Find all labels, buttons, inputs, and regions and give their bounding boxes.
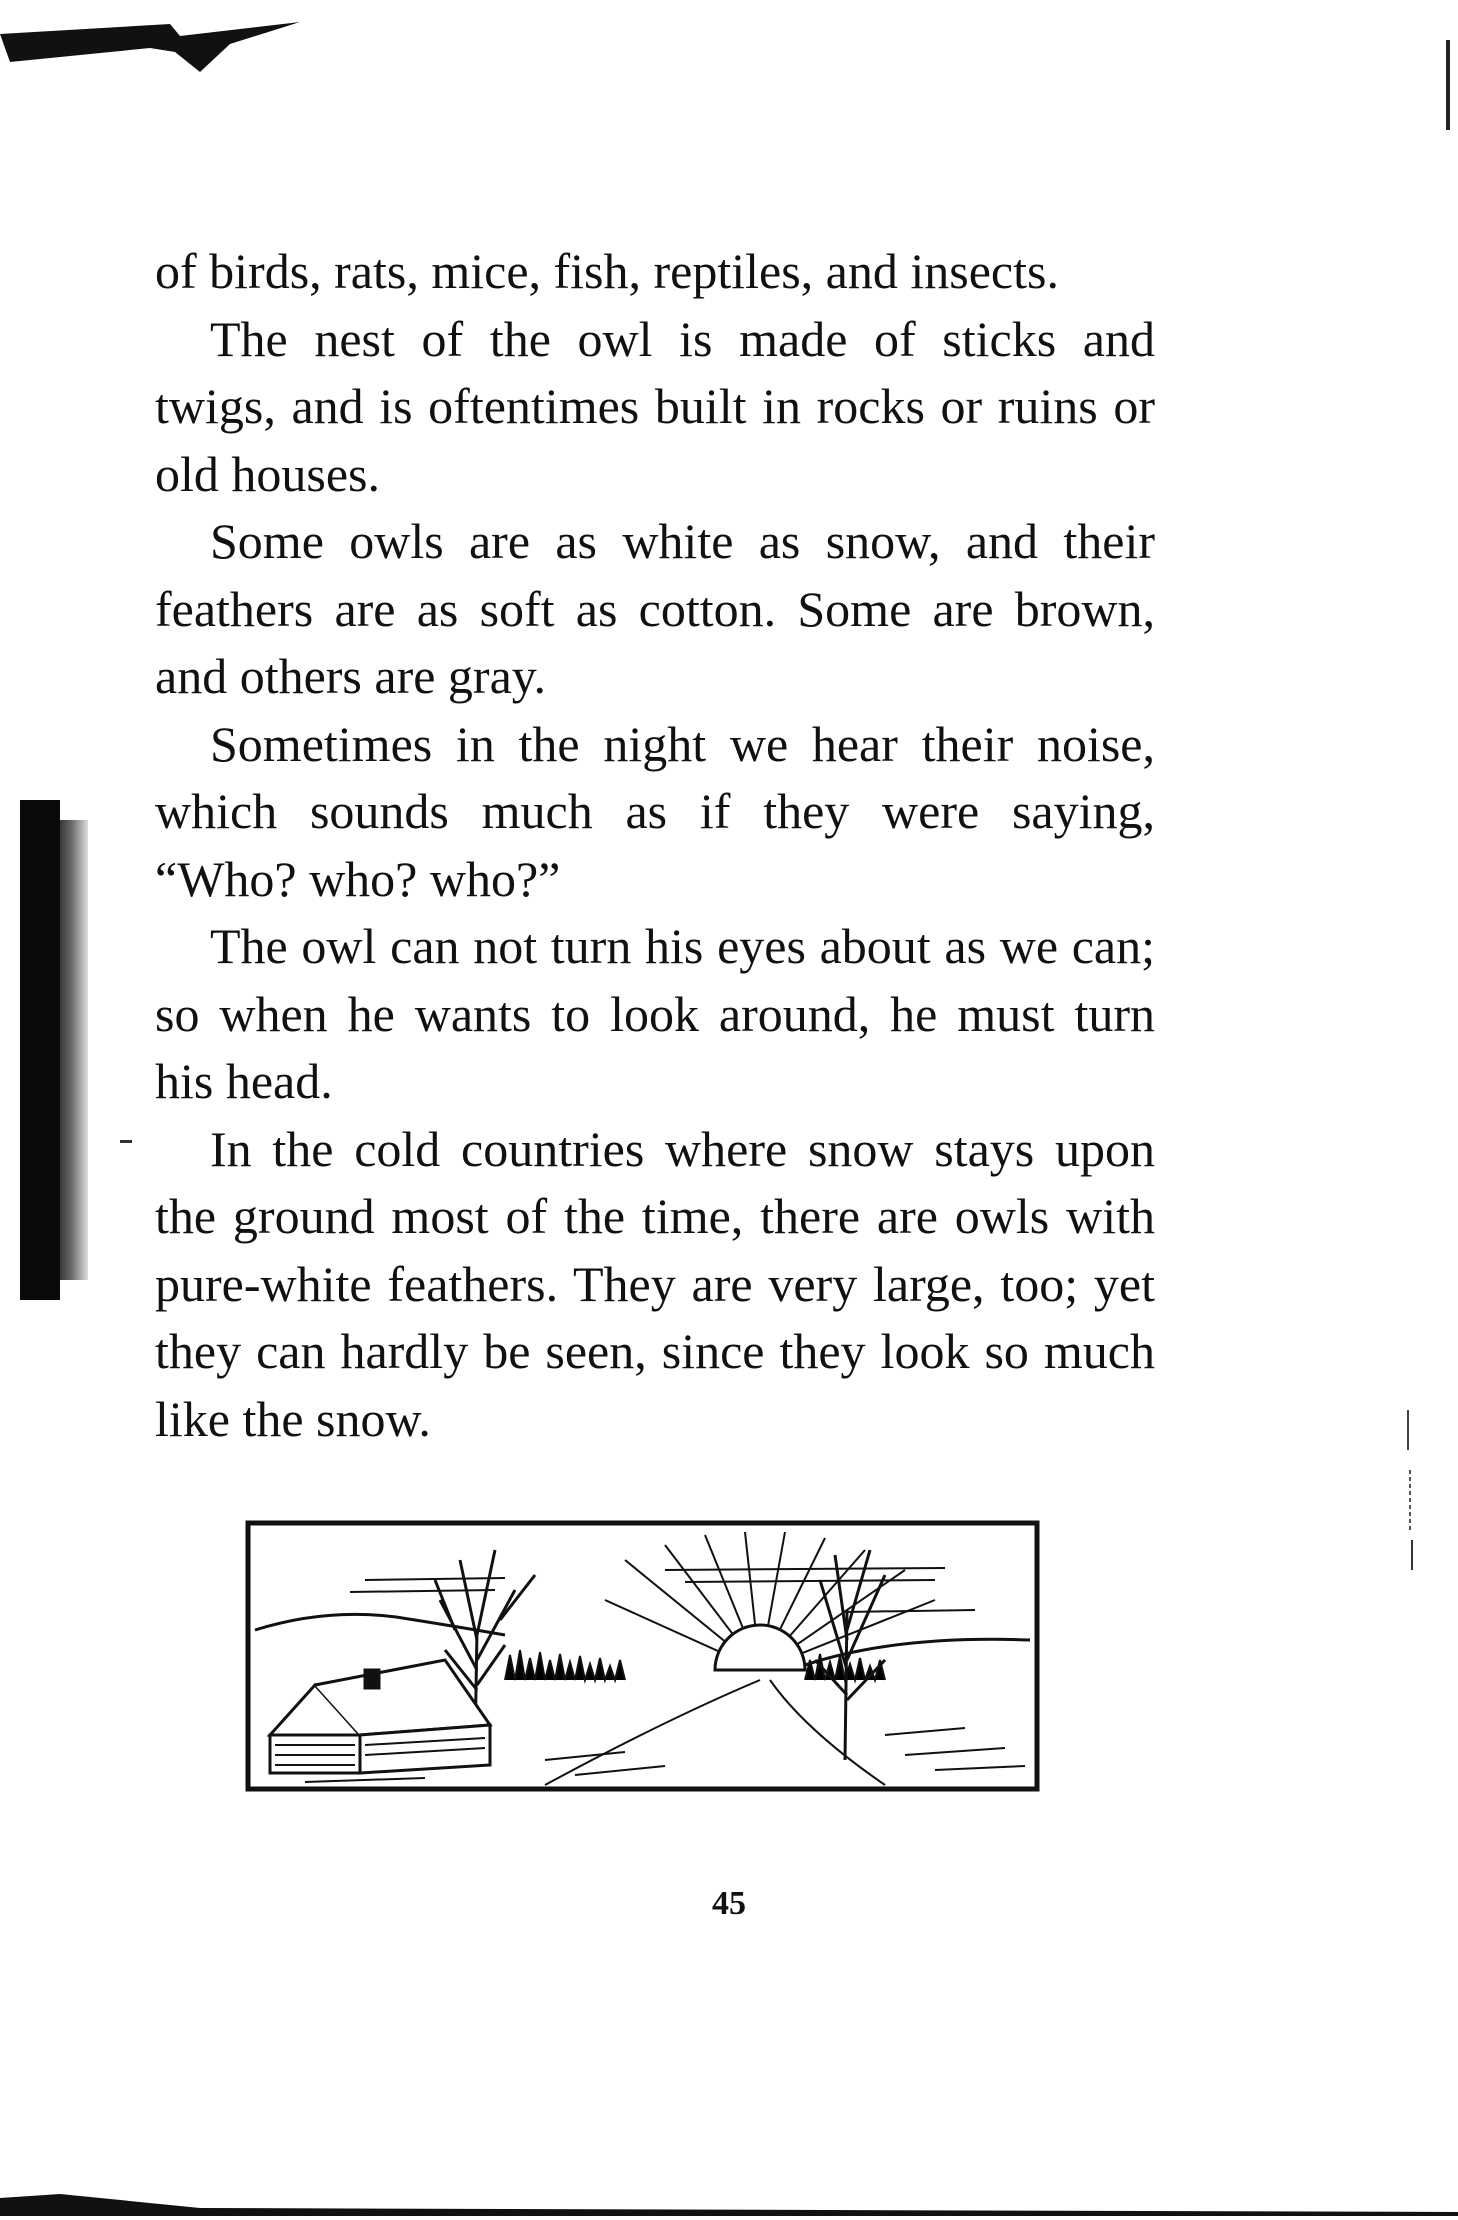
scan-mark-top [0, 22, 320, 82]
scan-mark-bottom [0, 2190, 1458, 2220]
paragraph: The owl can not turn his eyes about as we can; so when he wants to look around, he must turn his head. [155, 918, 1155, 1109]
page-body [155, 238, 1155, 1453]
paragraph: of birds, rats, mice, fish, reptiles, and insects. [155, 243, 1059, 299]
winter-landscape-illustration [245, 1520, 1040, 1792]
paragraph: Sometimes in the night we hear their noise, which sounds much as if they were saying, “Who? who? who?” [155, 715, 1155, 907]
paragraph: The nest of the owl is made of sticks and twigs, and is oftentimes built in rocks or ruins or old houses. [155, 310, 1155, 502]
margin-tick [120, 1140, 132, 1143]
gutter-shadow [20, 800, 88, 1300]
page-number: 45 [712, 1885, 746, 1922]
paragraph: In the cold countries where snow stays upon the ground most of the time, there are owls with pure-white feathers. They are very large, too; yet they can hardly be seen, since they look so much like the snow. [155, 1120, 1155, 1447]
paragraph: Some owls are as white as snow, and their feathers are as soft as cotton. Some are brown, and others are gray. [155, 513, 1155, 704]
scan-mark-right [1446, 40, 1450, 130]
margin-specks [1400, 1410, 1420, 1570]
